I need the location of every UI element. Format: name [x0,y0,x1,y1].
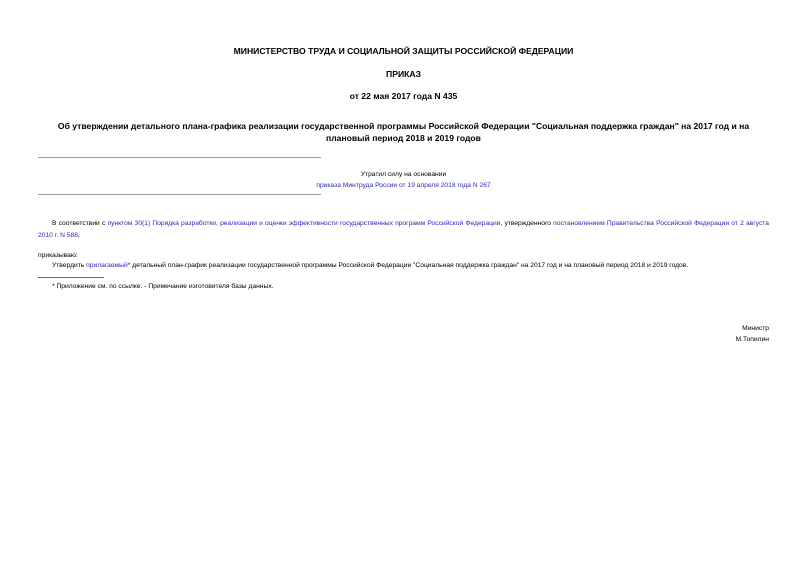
signatory-position: Министр [742,325,769,332]
procedure-link[interactable]: пунктом 30(1) Порядка разработки, реализации и оценки эффективности государственных программ Российской Федерации [107,220,501,227]
document-type: ПРИКАЗ [386,69,421,79]
attached-plan-link[interactable]: прилагаемый [86,262,128,269]
document-date-number: от 22 мая 2017 года N 435 [349,91,458,101]
footnote-separator [38,277,104,278]
document-title: Об утверждении детального плана-графика реализации государственной программы Российской Федерации "Социальная поддержка граждан" на 2017 год и на плановый период 2018 и 2019 годов [57,121,750,143]
approve-paragraph: Утвердить прилагаемый* детальный план-график реализации государственной программы Российской Федерации "Социальная поддержка граждан" на 2017 год и на плановый период 2018 и 2019 годов. [52,262,689,269]
basis-order-link[interactable]: приказа Минтруда России от 19 апреля 2018 года N 267 [316,182,491,189]
preamble-paragraph: В соответствии с пунктом 30(1) Порядка разработки, реализации и оценки эффективности государственных программ Российской Федерации, утвержденного постановлением Правительства Российской Федерации от 2 августа 2010 г. N 588, [38,220,769,239]
ministry-name: МИНИСТЕРСТВО ТРУДА И СОЦИАЛЬНОЙ ЗАЩИТЫ РОССИЙСКОЙ ФЕДЕРАЦИИ [233,46,574,56]
lost-force-basis [0,180,807,191]
separator-top [38,157,321,158]
government-decree-link[interactable]: постановлением Правительства Российской Федерации от 2 августа 2010 г. N 588 [38,220,769,239]
signatory-name: М.Топилин [735,336,769,343]
lost-force-notice: Утратил силу на основании [360,171,447,178]
footnote: * Приложение см. по ссылке. - Примечание изготовителя базы данных. [52,283,274,290]
separator-bottom [38,194,321,195]
orders-text: приказываю: [38,252,78,259]
